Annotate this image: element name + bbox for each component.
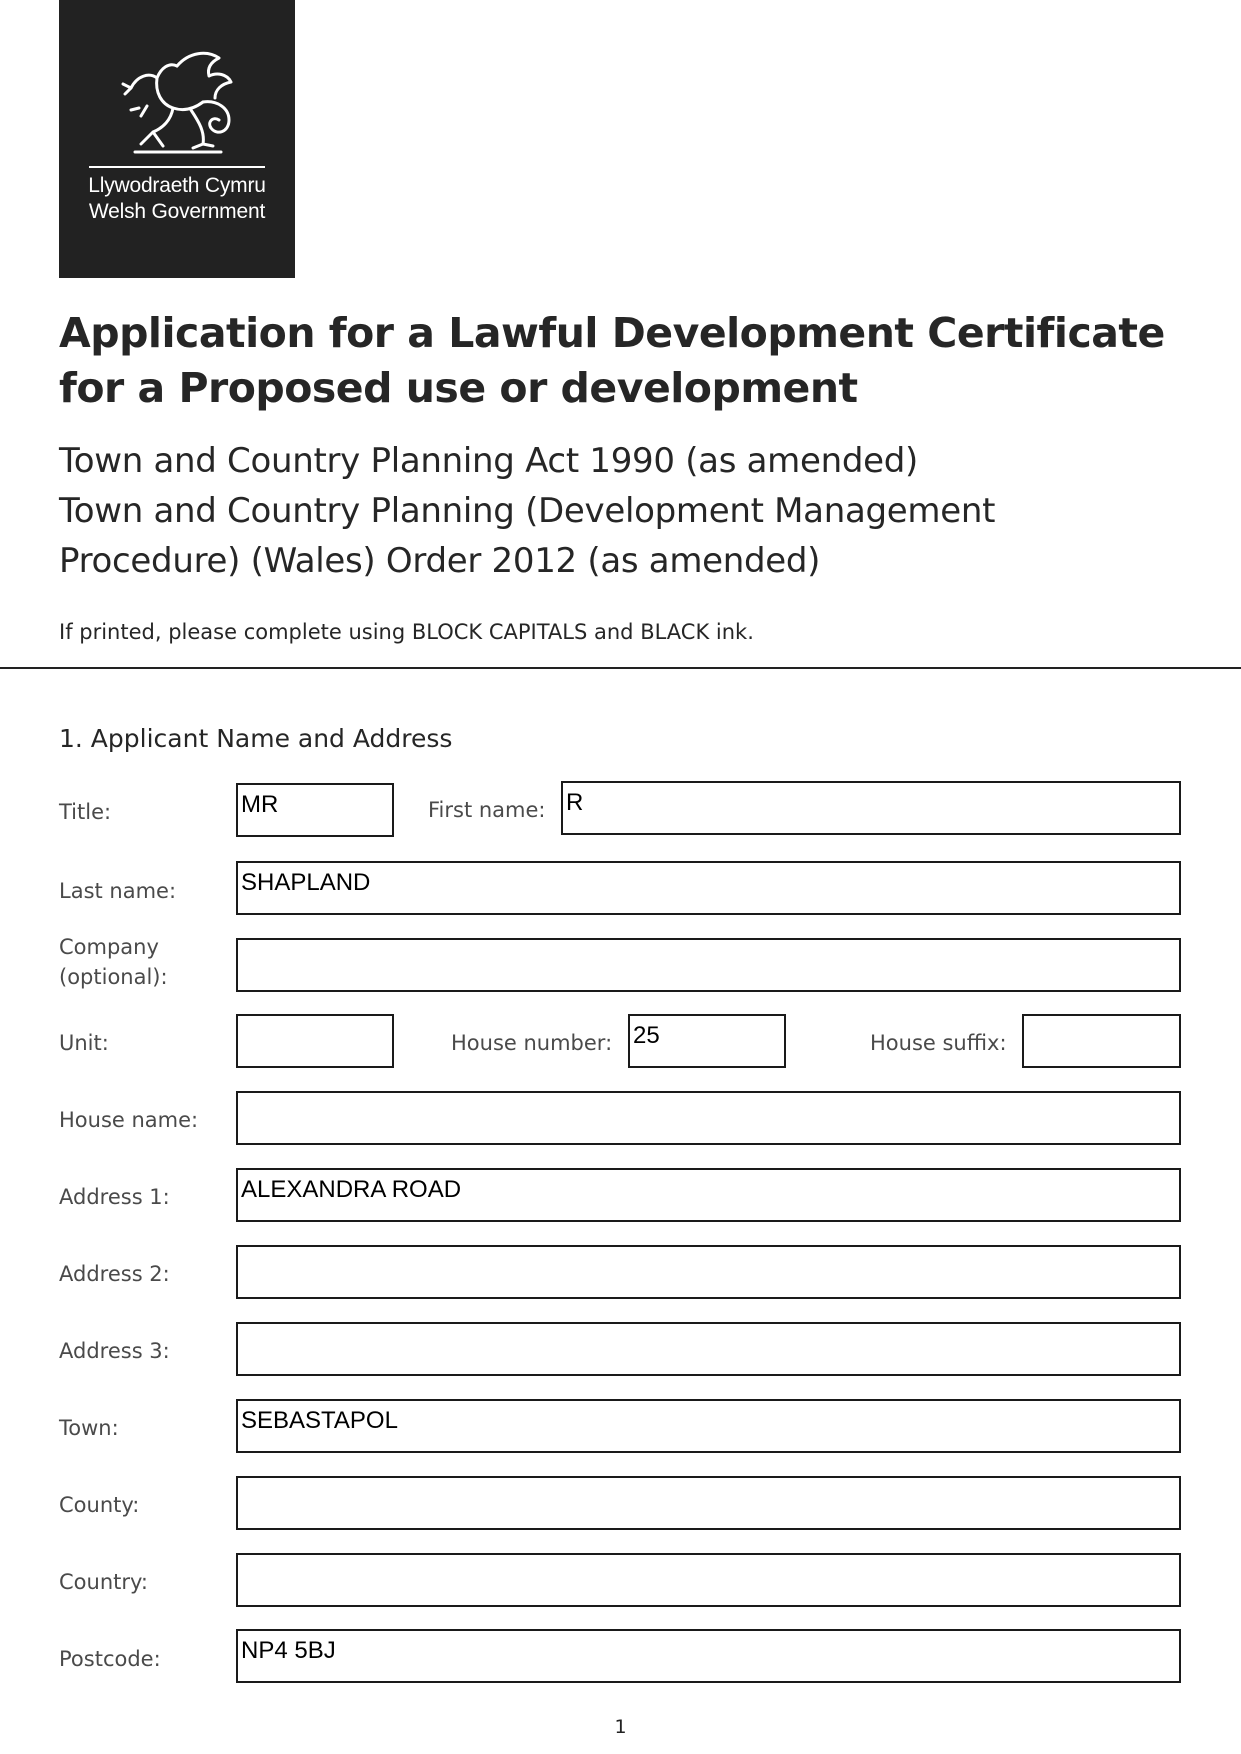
subtitle-line-2: Town and Country Planning (Development Management xyxy=(59,491,996,531)
instruction-text: If printed, please complete using BLOCK CAPITALS and BLACK ink. xyxy=(59,620,754,644)
unit-field[interactable] xyxy=(236,1014,394,1068)
subtitle-line-3: Procedure) (Wales) Order 2012 (as amended) xyxy=(59,541,821,581)
unit-label: Unit: xyxy=(59,1031,109,1055)
address-1-field[interactable]: ALEXANDRA ROAD xyxy=(236,1168,1181,1222)
country-field[interactable] xyxy=(236,1553,1181,1607)
logo-text-english: Welsh Government xyxy=(88,200,266,223)
title-label: Title: xyxy=(59,800,112,824)
house-number-label: House number: xyxy=(451,1031,613,1055)
postcode-field[interactable]: NP4 5BJ xyxy=(236,1629,1181,1683)
address-2-field[interactable] xyxy=(236,1245,1181,1299)
company-label-line-1: Company xyxy=(59,935,159,959)
page-title xyxy=(59,306,1209,416)
town-field[interactable]: SEBASTAPOL xyxy=(236,1399,1181,1453)
logo-divider xyxy=(89,166,265,168)
logo-text-welsh: Llywodraeth Cymru xyxy=(88,174,266,197)
company-label-line-2: (optional): xyxy=(59,965,168,989)
welsh-government-logo xyxy=(59,0,295,278)
section-heading-applicant: 1. Applicant Name and Address xyxy=(59,724,453,753)
postcode-label: Postcode: xyxy=(59,1647,161,1671)
subtitle-line-1: Town and Country Planning Act 1990 (as amended) xyxy=(59,441,918,481)
last-name-label: Last name: xyxy=(59,879,177,903)
address-3-field[interactable] xyxy=(236,1322,1181,1376)
page-title-line-2: for a Proposed use or development xyxy=(59,364,858,412)
county-field[interactable] xyxy=(236,1476,1181,1530)
first-name-label: First name: xyxy=(428,798,546,822)
country-label: Country: xyxy=(59,1570,148,1594)
county-label: County: xyxy=(59,1493,140,1517)
house-suffix-label: House suffix: xyxy=(870,1031,1007,1055)
section-divider xyxy=(0,667,1241,669)
title-field[interactable]: MR xyxy=(236,783,394,837)
town-label: Town: xyxy=(59,1416,119,1440)
last-name-field[interactable]: SHAPLAND xyxy=(236,861,1181,915)
page-number: 1 xyxy=(614,1716,627,1738)
address-1-label: Address 1: xyxy=(59,1185,170,1209)
address-2-label: Address 2: xyxy=(59,1262,170,1286)
page-title-line-1: Application for a Lawful Development Certificate xyxy=(59,309,1165,357)
house-number-field[interactable]: 25 xyxy=(628,1014,786,1068)
first-name-field[interactable]: R xyxy=(561,781,1181,835)
legislation-subtitle xyxy=(59,436,1209,586)
house-name-label: House name: xyxy=(59,1108,199,1132)
company-field[interactable] xyxy=(236,938,1181,992)
house-name-field[interactable] xyxy=(236,1091,1181,1145)
address-3-label: Address 3: xyxy=(59,1339,170,1363)
welsh-dragon-icon xyxy=(111,48,245,158)
house-suffix-field[interactable] xyxy=(1022,1014,1181,1068)
